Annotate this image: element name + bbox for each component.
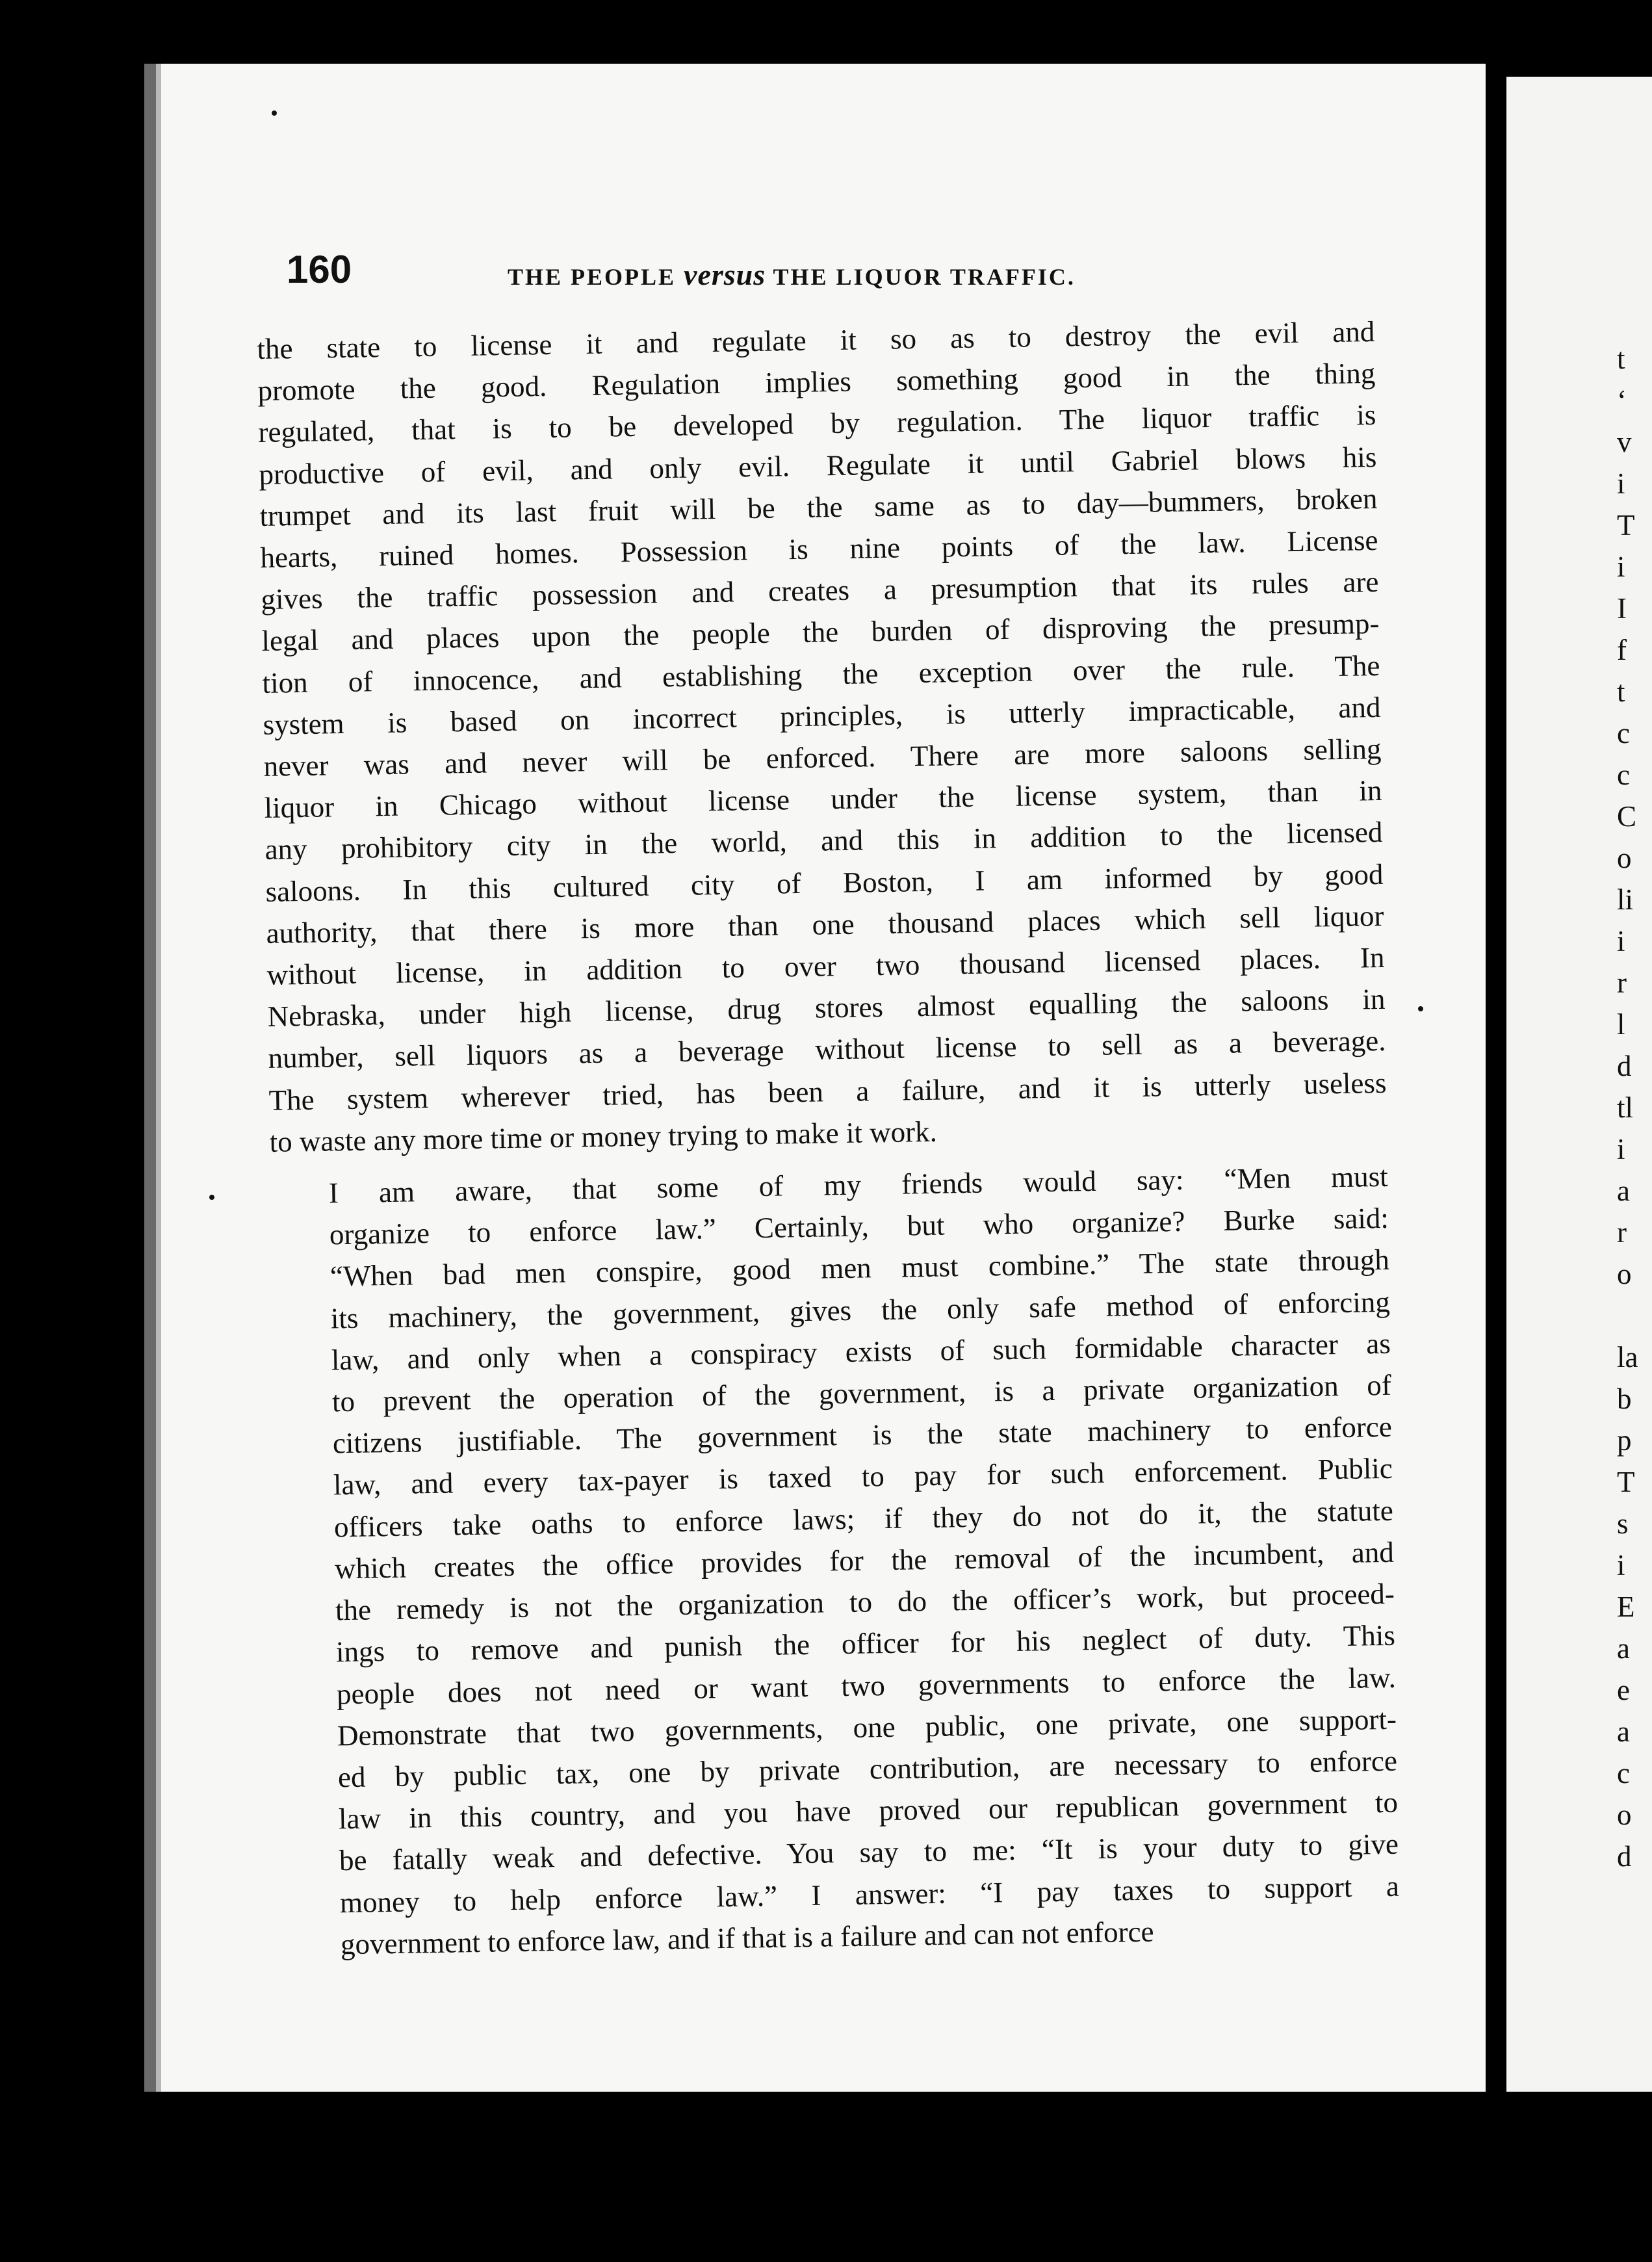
text-line: to prevent the operation of the government, is a private organization of <box>331 1368 1392 1418</box>
fragment-line: o <box>1617 842 1632 874</box>
text-line: any prohibitory city in the world, and this in addition to the licensed <box>265 816 1383 866</box>
speck <box>209 1195 214 1200</box>
fragment-line: E <box>1617 1591 1635 1623</box>
running-head: THE PEOPLE versus THE LIQUOR TRAFFIC. <box>508 258 1076 291</box>
fragment-line: l <box>1617 1008 1625 1041</box>
fragment-line: tl <box>1617 1091 1634 1124</box>
text-line: productive of evil, and only evil. Regulate it until Gabriel blows his <box>259 440 1377 491</box>
fragment-line: i <box>1617 1549 1625 1581</box>
fragment-line: i <box>1617 1133 1625 1165</box>
fragment-line: i <box>1617 551 1625 583</box>
fragment-line: i <box>1617 925 1625 957</box>
text-line: ed by public tax, one by private contribution, are necessary to enforce <box>337 1744 1398 1794</box>
text-line: money to help enforce law.” I answer: “I pay taxes to support a <box>339 1869 1400 1919</box>
fragment-line: p <box>1617 1424 1632 1457</box>
fragment-line: la <box>1617 1341 1638 1373</box>
text-line: regulated, that is to be developed by regulation. The liquor traffic is <box>258 398 1376 449</box>
text-line: law in this country, and you have proved our republican government to <box>338 1786 1399 1836</box>
fragment-line: d <box>1617 1840 1632 1873</box>
fragment-line: t <box>1617 343 1625 375</box>
speck <box>272 110 277 116</box>
fragment-line: f <box>1617 634 1627 666</box>
text-line: citizens justifiable. The government is the state machinery to enforce <box>332 1410 1393 1460</box>
text-line: organize to enforce law.” Certainly, but who organize? Burke said: <box>329 1202 1389 1251</box>
fragment-line: o <box>1617 1799 1632 1831</box>
fragment-line: s <box>1617 1507 1629 1540</box>
text-line: gives the traffic possession and creates a presumption that its rules are <box>261 566 1379 616</box>
fragment-line: c <box>1617 759 1630 791</box>
fragment-line: C <box>1617 800 1637 833</box>
text-line: the state to license it and regulate it so as to destroy the evil and <box>257 315 1375 365</box>
text-line: people does not need or want two governments to enforce the law. <box>336 1661 1397 1710</box>
text-line: Nebraska, under high license, drug stores almost equalling the saloons in <box>267 983 1386 1034</box>
fragment-line: e <box>1617 1674 1630 1706</box>
text-line: which creates the office provides for the removal of the incumbent, and <box>334 1535 1395 1585</box>
speck <box>1418 1006 1423 1011</box>
fragment-line: a <box>1617 1715 1630 1748</box>
fragment-line: ‘ <box>1617 384 1627 417</box>
fragment-line: T <box>1617 1466 1635 1498</box>
text-line: law, and every tax-payer is taxed to pay for such enforcement. Public <box>333 1452 1393 1502</box>
text-line: saloons. In this cultured city of Boston, I am informed by good <box>265 857 1384 908</box>
paragraph-1 <box>257 311 1387 1163</box>
text-line: trumpet and its last fruit will be the same as to day—bummers, broken <box>259 482 1378 532</box>
paragraph-2 <box>270 1156 1400 1966</box>
fragment-line: I <box>1617 592 1627 625</box>
facing-page-text-fragments <box>1617 338 1638 1877</box>
fragment-line: c <box>1617 1757 1630 1789</box>
text-line: to waste any more time or money trying to make it work. <box>269 1115 938 1158</box>
text-line: system is based on incorrect principles, is utterly impracticable, and <box>263 690 1381 741</box>
fragment-line: a <box>1617 1632 1630 1665</box>
text-line: the remedy is not the organization to do the officer’s work, but proceed- <box>335 1577 1395 1627</box>
body-text <box>257 311 1400 1966</box>
text-line: hearts, ruined homes. Possession is nine points of the law. License <box>260 523 1378 574</box>
fragment-line: r <box>1617 1216 1627 1249</box>
text-line: I am aware, that some of my friends would say: “Men must <box>328 1160 1389 1210</box>
fragment-line: a <box>1617 1175 1630 1207</box>
text-line: its machinery, the government, gives the only safe method of enforcing <box>330 1285 1391 1335</box>
text-line: legal and places upon the people the burden of disproving the presump- <box>261 607 1380 658</box>
fragment-line: b <box>1617 1383 1632 1415</box>
text-line: never was and never will be enforced. There are more saloons selling <box>263 732 1382 783</box>
text-line: law, and only when a conspiracy exists of such formidable character as <box>331 1327 1391 1377</box>
fragment-line: c <box>1617 717 1630 749</box>
text-line: authority, that there is more than one thousand places which sell liquor <box>266 899 1384 950</box>
text-line: “When bad men conspire, good men must combine.” The state through <box>329 1243 1390 1293</box>
page-number: 160 <box>287 248 352 291</box>
fragment-line: v <box>1617 426 1632 458</box>
fragment-line: o <box>1617 1258 1632 1290</box>
text-line: ings to remove and punish the officer for his neglect of duty. This <box>335 1619 1396 1669</box>
fragment-line: r <box>1617 967 1627 999</box>
text-line: without license, in addition to over two thousand licensed places. In <box>266 941 1385 991</box>
fragment-line: i <box>1617 467 1625 500</box>
fragment-line: t <box>1617 675 1625 708</box>
fragment-line: T <box>1617 509 1635 541</box>
fragment-line: li <box>1617 883 1634 916</box>
text-line: government to enforce law, and if that is a failure and can not enforce <box>340 1915 1154 1960</box>
text-line: number, sell liquors as a beverage without license to sell as a beverage. <box>268 1024 1386 1075</box>
text-line: be fatally weak and defective. You say to me: “It is your duty to give <box>339 1828 1399 1877</box>
text-line: officers take oaths to enforce laws; if they do not do it, the statute <box>333 1494 1394 1544</box>
fragment-line: d <box>1617 1050 1632 1082</box>
text-line: liquor in Chicago without license under the license system, than in <box>264 774 1382 825</box>
text-line: The system wherever tried, has been a failure, and it is utterly useless <box>268 1066 1387 1117</box>
text-line: Demonstrate that two governments, one public, one private, one support- <box>337 1702 1397 1752</box>
text-line: promote the good. Regulation implies something good in the thing <box>257 357 1376 408</box>
text-line: tion of innocence, and establishing the exception over the rule. The <box>262 649 1380 699</box>
fragment-line <box>1617 1295 1638 1336</box>
